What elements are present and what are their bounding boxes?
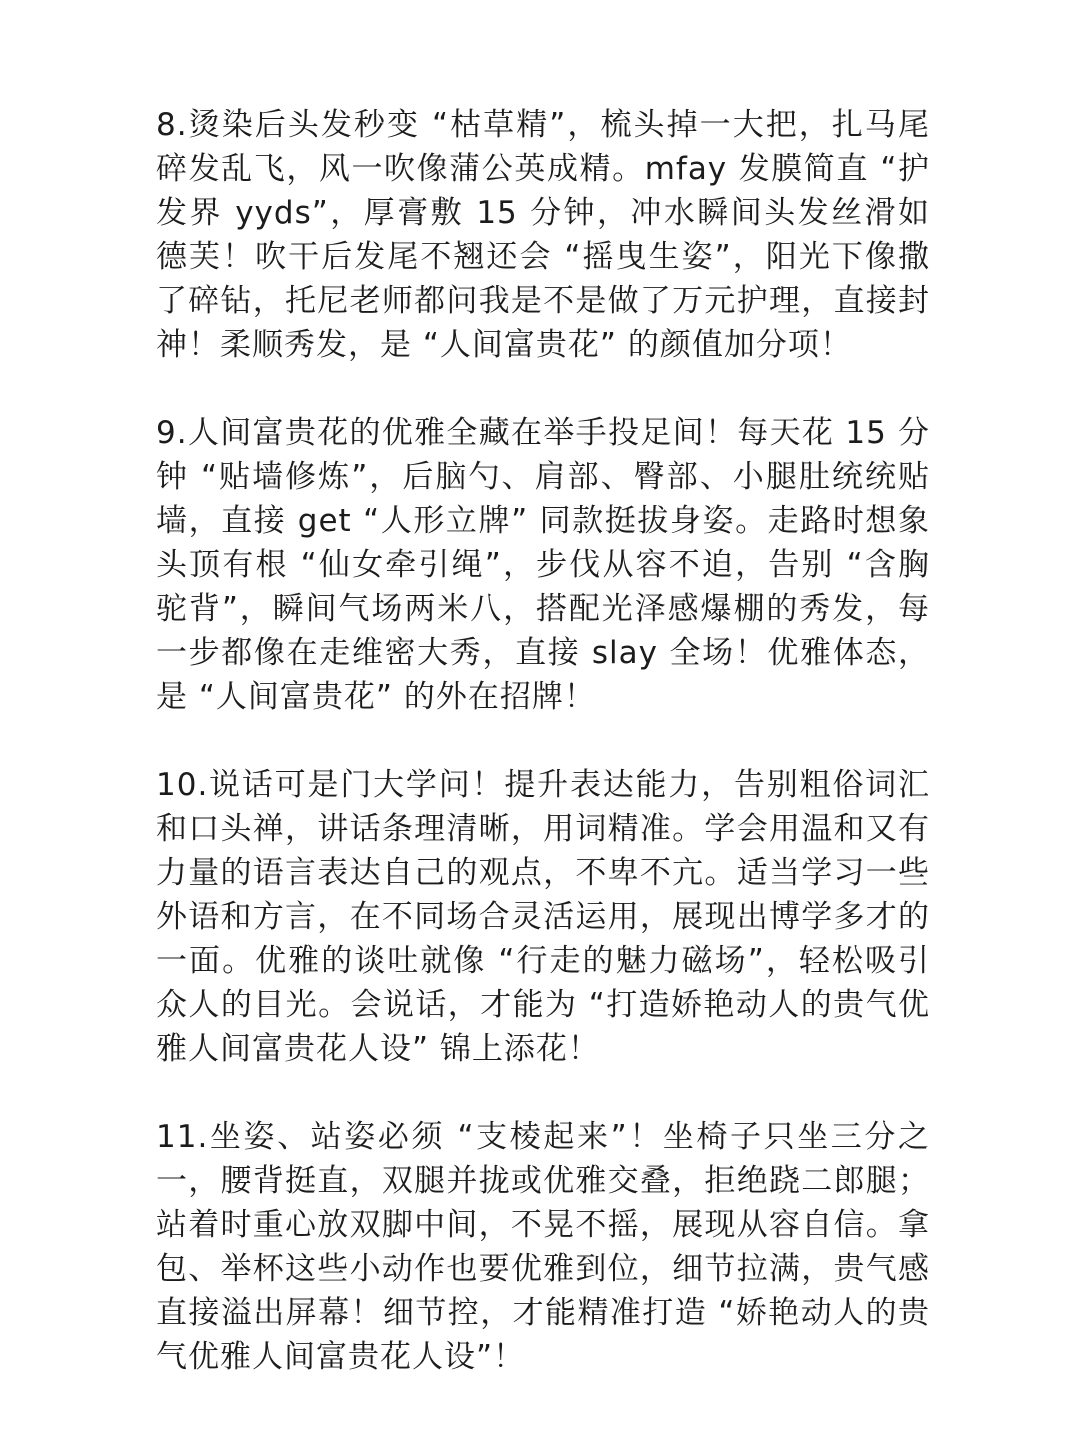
paragraph-10-speech: 10.说话可是门大学问！提升表达能力，告别粗俗词汇和口头禅，讲话条理清晰，用词精准。学会用温和又有力量的语言表达自己的观点，不卑不亢。适当学习一些外语和方言，在不同场合灵活运用，展现出博学多才的一面。优雅的谈吐就像 “行走的魅力磁场”，轻松吸引众人的目光。会说话，才能为 “打造娇艳动人的贵气优雅人间富贵花人设” 锦上添花！ <box>156 767 930 1067</box>
paragraph-8-hair-mask: 8.烫染后头发秒变 “枯草精”，梳头掉一大把，扎马尾碎发乱飞，风一吹像蒲公英成精。mfay 发膜简直 “护发界 yyds”，厚膏敷 15 分钟，冲水瞬间头发丝滑如德芙！吹干后发尾不翘还会 “摇曳生姿”，阳光下像撒了碎钻，托尼老师都问我是不是做了万元护理，直接封神！柔顺秀发，是 “人间富贵花” 的颜值加分项！ <box>156 107 930 363</box>
paragraph-11-sitting-standing: 11.坐姿、站姿必须 “支棱起来”！坐椅子只坐三分之一，腰背挺直，双腿并拢或优雅交叠，拒绝跷二郎腿；站着时重心放双脚中间，不晃不摇，展现从容自信。拿包、举杯这些小动作也要优雅到位，细节拉满，贵气感直接溢出屏幕！细节控，才能精准打造 “娇艳动人的贵气优雅人间富贵花人设”！ <box>156 1119 930 1375</box>
paragraph-9-posture: 9.人间富贵花的优雅全藏在举手投足间！每天花 15 分钟 “贴墙修炼”，后脑勺、肩部、臀部、小腿肚统统贴墙，直接 get “人形立牌” 同款挺拔身姿。走路时想象头顶有根 “仙女牵引绳”，步伐从容不迫，告别 “含胸驼背”，瞬间气场两米八，搭配光泽感爆棚的秀发，每一步都像在走维密大秀，直接 slay 全场！优雅体态，是 “人间富贵花” 的外在招牌！ <box>156 415 930 715</box>
